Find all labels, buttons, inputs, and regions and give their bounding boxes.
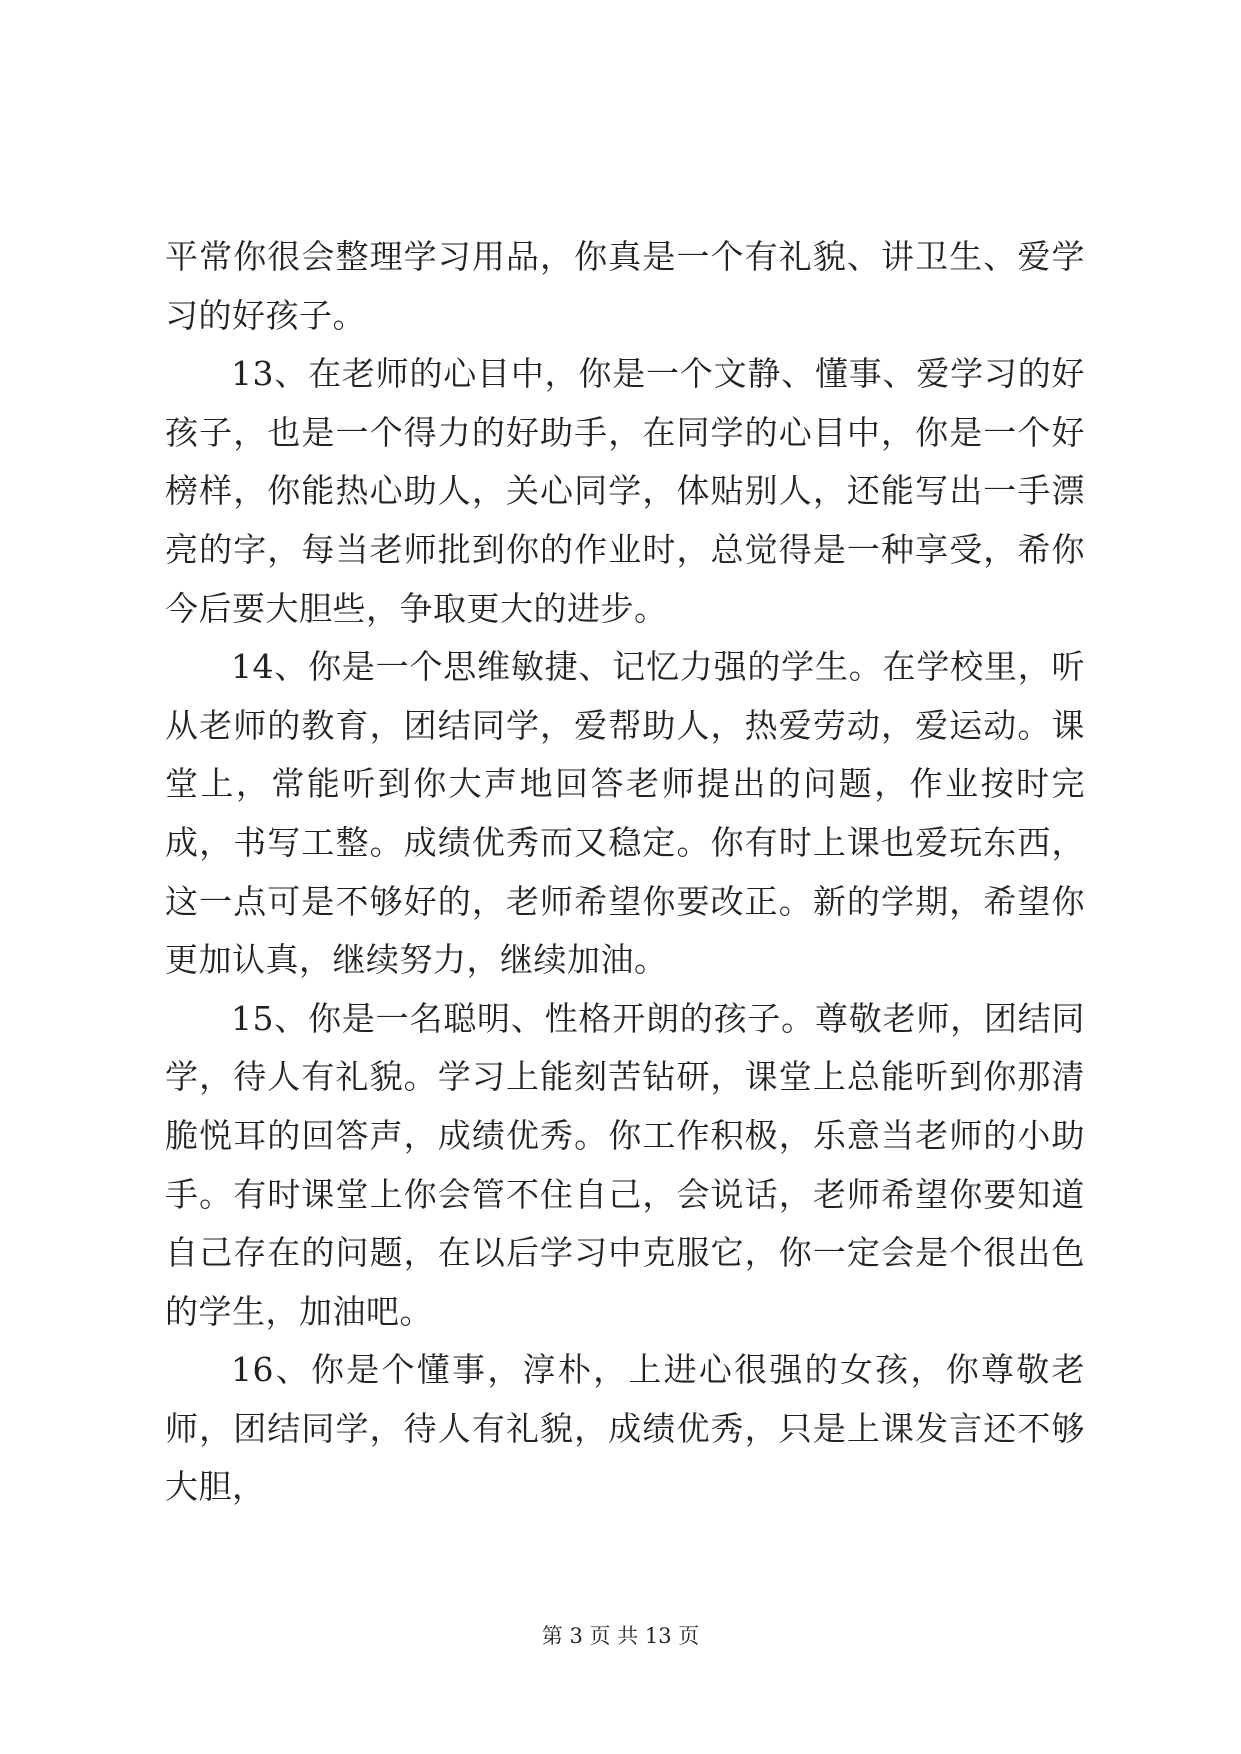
paragraph-item-16: 16、你是个懂事，淳朴，上进心很强的女孩，你尊敬老师，团结同学，待人有礼貌，成绩优秀，只是上课发言还不够大胆， (165, 1350, 1085, 1507)
page-number-footer: 第 3 页 共 13 页 (541, 1624, 700, 1648)
document-body (165, 228, 1085, 1517)
paragraph-item-13: 13、在老师的心目中，你是一个文静、懂事、爱学习的好孩子，也是一个得力的好助手，在同学的心目中，你是一个好榜样，你能热心助人，关心同学，体贴别人，还能写出一手漂亮的字，每当老师批到你的作业时，总觉得是一种享受，希你今后要大胆些，争取更大的进步。 (165, 354, 1085, 628)
paragraph-item-15: 15、你是一名聪明、性格开朗的孩子。尊敬老师，团结同学，待人有礼貌。学习上能刻苦钻研，课堂上总能听到你那清脆悦耳的回答声，成绩优秀。你工作积极，乐意当老师的小助手。有时课堂上你会管不住自己，会说话，老师希望你要知道自己存在的问题，在以后学习中克服它，你一定会是个很出色的学生，加油吧。 (165, 998, 1085, 1331)
paragraph-continuation: 平常你很会整理学习用品，你真是一个有礼貌、讲卫生、爱学习的好孩子。 (165, 237, 1085, 335)
paragraph-item-14: 14、你是一个思维敏捷、记忆力强的学生。在学校里，听从老师的教育，团结同学，爱帮助人，热爱劳动，爱运动。课堂上，常能听到你大声地回答老师提出的问题，作业按时完成，书写工整。成绩优秀而又稳定。你有时上课也爱玩东西，这一点可是不够好的，老师希望你要改正。新的学期，希望你更加认真，继续努力，继续加油。 (165, 647, 1085, 980)
